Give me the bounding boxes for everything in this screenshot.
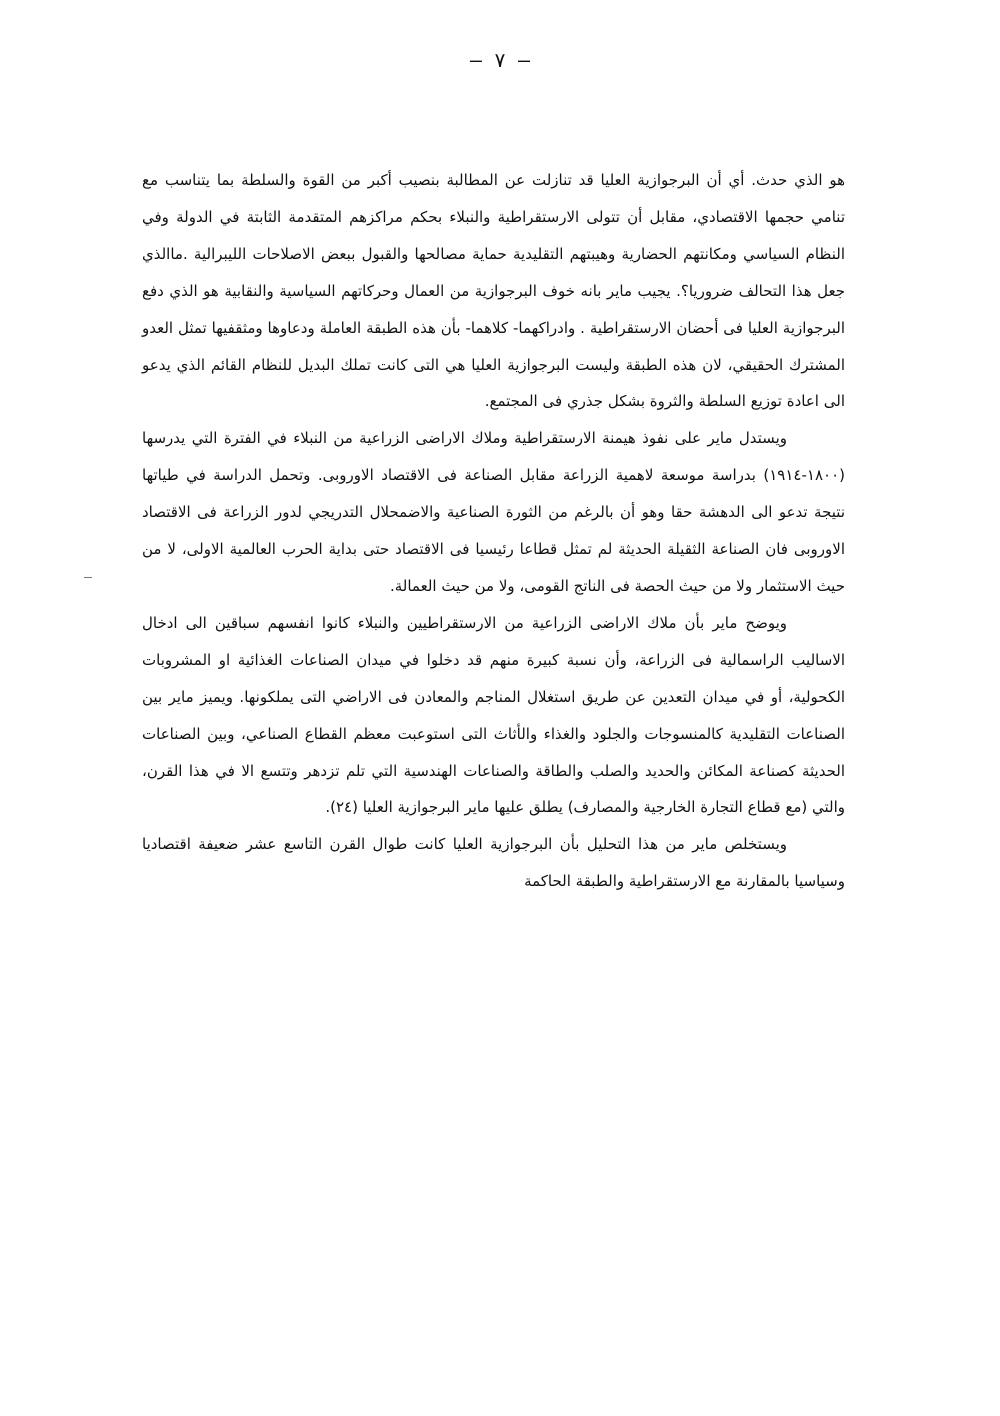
margin-mark — [84, 577, 92, 578]
paragraph-4: ويستخلص ماير من هذا التحليل بأن البرجوازية العليا كانت طوال القرن التاسع عشر ضعيفة اقتصاديا وسياسيا بالمقارنة مع الارستقراطية والطبقة الحاكمة — [142, 835, 845, 891]
paragraph-2: ويستدل ماير على نفوذ هيمنة الارستقراطية وملاك الاراضى الزراعية من النبلاء في الفترة التي يدرسها (١٨٠٠-١٩١٤) بدراسة موسعة لاهمية الزراعة مقابل الصناعة فى الاقتصاد الاوروبى. وتحمل الدراسة في طياتها نتيجة تدعو الى الدهشة حقا وهو أن بالرغم من الثورة الصناعية والاضمحلال التدريجي لدور الزراعة فى الاقتصاد الاوروبى فان الصناعة الثقيلة الحديثة لم تمثل قطاعا رئيسيا فى الاقتصاد حتى بداية الحرب العالمية الاولى، لا من حيث الاستثمار ولا من حيث الحصة فى الناتج القومى، ولا من حيث العمالة. — [142, 429, 845, 595]
paragraph-1: هو الذي حدث. أي أن البرجوازية العليا قد تنازلت عن المطالبة بنصيب أكبر من القوة والسلطة بما يتناسب مع تنامي حجمها الاقتصادي، مقابل أن تتولى الارستقراطية والنبلاء بحكم مراكزهم المتقدمة الثابتة في الدولة وفي النظام السياسي ومكانتهم الحضارية وهيبتهم التقليدية حماية مصالحها والقبول ببعض الاصلاحات الليبرالية .ماالذي جعل هذا التحالف ضروريا؟. يجيب ماير بانه خوف البرجوازية من العمال وحركاتهم السياسية والنقابية هو الذي دفع البرجوازية العليا فى أحضان الارستقراطية . وادراكهما- كلاهما- بأن هذه الطبقة العاملة ودعاوها ومثقفيها تمثل العدو المشترك الحقيقي، لان هذه الطبقة وليست البرجوازية العليا هي التى كانت تملك البديل للنظام القائم الذي يدعو الى اعادة توزيع السلطة والثروة بشكل جذري فى المجتمع. — [142, 171, 845, 411]
page-number: – ٧ – — [469, 48, 531, 72]
body-text — [142, 162, 845, 900]
paragraph-3: ويوضح ماير بأن ملاك الاراضى الزراعية من الارستقراطيين والنبلاء كانوا انفسهم سباقين الى ادخال الاساليب الراسمالية فى الزراعة، وأن نسبة كبيرة منهم قد دخلوا في ميدان الصناعات الغذائية او المشروبات الكحولية، أو في ميدان التعدين عن طريق استغلال المناجم والمعادن فى الاراضي التى يملكونها. ويميز ماير بين الصناعات التقليدية كالمنسوجات والجلود والغذاء والأثاث التى استوعبت معظم القطاع الصناعي، وبين الصناعات الحديثة كصناعة المكائن والحديد والصلب والطاقة والصناعات الهندسية التي تلم تزدهر وتتسع الا في هذا القرن، والتي (مع قطاع التجارة الخارجية والمصارف) يطلق عليها ماير البرجوازية العليا (٢٤). — [142, 613, 845, 817]
